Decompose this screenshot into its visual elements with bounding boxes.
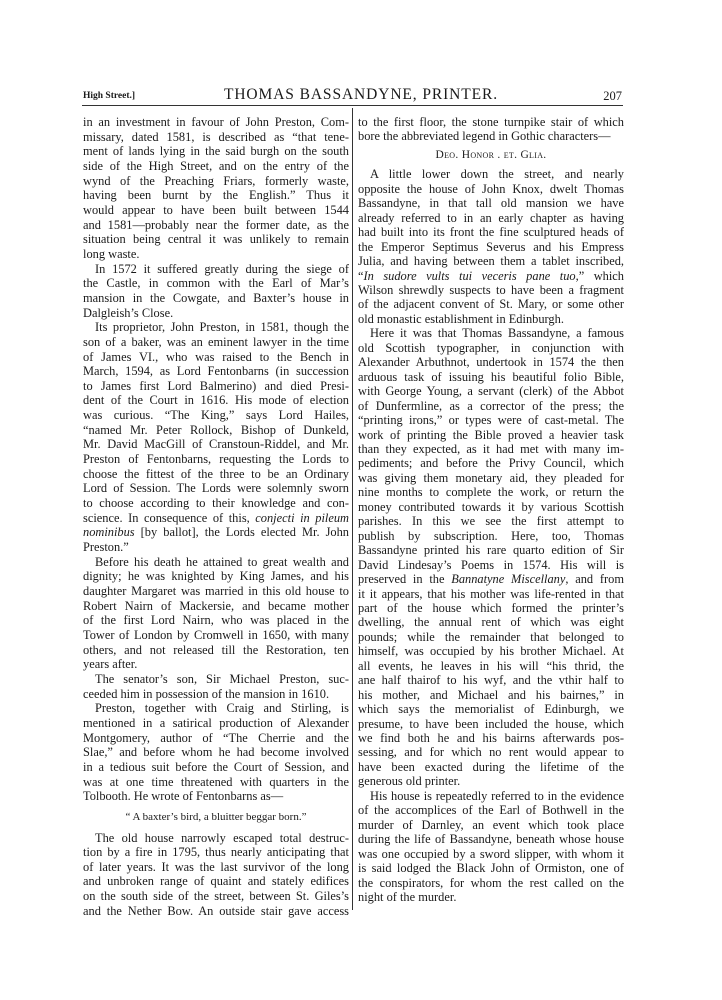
text-line: to choose according to their knowledge and con- bbox=[83, 496, 349, 511]
text-line: on the south side of the street, between St. Giles’s bbox=[83, 889, 349, 904]
text-line: wynd of the Preaching Friars, formerly waste, bbox=[83, 173, 349, 188]
text-line: night of the murder. bbox=[358, 890, 457, 905]
text-line: Tower of London by Cromwell in 1650, with many bbox=[83, 627, 349, 642]
text-line: we find both he and his bairns afterwards pos- bbox=[358, 731, 624, 746]
text-line: Preston of Fentonbarns, requesting the Lords to bbox=[83, 452, 349, 467]
text-line: Wilson shrewdly suspects to have been a fragment bbox=[358, 282, 624, 297]
text-line: opposite the house of John Knox, dwelt Thomas bbox=[358, 181, 624, 196]
text-line: His house is repeatedly referred to in the evidence bbox=[370, 788, 624, 803]
verse-quote bbox=[83, 810, 349, 825]
text-line: to James first Lord Balmerino) and died Presi- bbox=[83, 378, 349, 393]
text-line: In 1572 it suffered greatly during the siege of bbox=[95, 261, 349, 276]
text-line: had built into its front the fine sculptured heads of bbox=[358, 225, 624, 240]
text-line: missary, dated 1581, is described as “that tene- bbox=[83, 129, 349, 144]
text-line: was curious. “The King,” says Lord Hailes, bbox=[83, 408, 349, 423]
paragraph bbox=[83, 701, 349, 804]
text-line bbox=[358, 572, 624, 586]
paragraph bbox=[83, 320, 349, 555]
text-line: dent of the Court in 1616. His mode of election bbox=[83, 393, 349, 408]
text-line: of the accomplices of the Earl of Bothwell in the bbox=[358, 803, 624, 818]
text-line: Its proprietor, John Preston, in 1581, though the bbox=[95, 320, 349, 335]
left-column bbox=[83, 115, 349, 918]
text-line: ane half thairof to his wyf, and the vthir half to bbox=[358, 673, 624, 688]
text-line: dignity; he was knighted by King James, and his bbox=[83, 569, 349, 584]
text-line: of the adjacent convent of St. Mary, or some other bbox=[358, 297, 624, 312]
text-line bbox=[83, 511, 349, 526]
text-line: “ A baxter’s bird, a bluitter beggar born.” bbox=[125, 810, 307, 823]
text-line: was one occupied by a sword slipper, with whom it bbox=[358, 846, 624, 861]
text-line: ment of lands lying in the said burgh on the south bbox=[83, 144, 349, 159]
text-line: Slae,” and before whom he had become involved bbox=[83, 745, 349, 760]
text-line: during the life of Bassandyne, beneath whose house bbox=[358, 832, 624, 847]
italic-text: In sudore vults tui veceris pane tuo, bbox=[363, 268, 579, 283]
text-line: Mr. David MacGill of Cranstoun-Riddel, and Mr. bbox=[83, 437, 349, 452]
text-line: in a tedious suit before the Court of Session, and bbox=[83, 759, 349, 774]
text-line: Dalgleish’s Close. bbox=[83, 305, 174, 320]
text-line: long waste. bbox=[83, 246, 140, 261]
text-line: side of the High Street, and on the entry of the bbox=[83, 158, 349, 173]
text-line: of Dunfermline, as a corrector of the press; the bbox=[358, 398, 624, 413]
text-line: Here it was that Thomas Bassandyne, a famous bbox=[370, 326, 624, 341]
text-line: pediments; and before the Privy Council, which bbox=[358, 456, 624, 471]
text-line: dwelling, the annual rent of which was eight bbox=[358, 615, 624, 630]
text-line: murder of Darnley, an event which took place bbox=[358, 817, 624, 832]
text-line: nine months to complete the work, or return the bbox=[358, 485, 624, 500]
text-line: which says the memorialist of Edinburgh, we bbox=[358, 702, 624, 717]
italic-text: nominibus bbox=[83, 525, 135, 540]
paragraph bbox=[358, 167, 624, 326]
text-segment: science. In consequence of this, bbox=[83, 510, 256, 525]
gothic-legend bbox=[358, 148, 624, 162]
text-line: Robert Nairn of Mackersie, and became mother bbox=[83, 598, 349, 613]
text-line: sessing, and for which no rent would appear to bbox=[358, 745, 624, 760]
text-line: the conspirators, for whom the rest called on the bbox=[358, 875, 624, 890]
text-line: having been burnt by the English.” Thus it bbox=[83, 188, 349, 203]
text-line: would appear to have been built between 1544 bbox=[83, 202, 349, 217]
text-line: it it appears, that his mother was life-rented in that bbox=[358, 586, 624, 601]
text-line: Lord of Session. The Lords were solemnly sworn bbox=[83, 481, 349, 496]
text-line: the Emperor Septimus Severus and his Empress bbox=[358, 239, 624, 254]
text-line: Preston, together with Craig and Stirling, is bbox=[95, 701, 349, 716]
text-line: and unbroken range of quaint and stately edifices bbox=[83, 874, 349, 889]
text-line: than they expected, as it had met with many im- bbox=[358, 441, 624, 456]
text-line: his mother, and Michael and his bairnes,” in bbox=[358, 687, 624, 702]
text-line: daughter Margaret was married in this old house to bbox=[83, 584, 349, 598]
paragraph bbox=[83, 831, 349, 919]
text-line: in an investment in favour of John Preston, Com- bbox=[83, 115, 349, 129]
text-line: Deo. Honor . et. Glia. bbox=[435, 148, 547, 161]
page-title: THOMAS BASSANDYNE, PRINTER. bbox=[223, 86, 499, 103]
text-line: of later years. It was the last survivor of the long bbox=[83, 859, 349, 874]
text-line: old Scottish typographer, in conjunction with bbox=[358, 340, 624, 355]
text-line: March, 1594, as Lord Fentonbarns (in succession bbox=[83, 364, 349, 379]
text-line: Montgomery, author of “The Cherrie and the bbox=[83, 730, 349, 745]
text-line: ceeded him in possession of the mansion in 1610. bbox=[83, 686, 330, 701]
text-segment: [by ballot], the Lords elected Mr. John bbox=[134, 525, 349, 540]
text-line: parishes. In this we see the first attempt to bbox=[358, 514, 624, 529]
paragraph bbox=[83, 672, 349, 701]
text-segment: ” which bbox=[578, 268, 624, 283]
text-line: mentioned in a satirical production of Alexander bbox=[83, 715, 349, 730]
text-line: Preston.” bbox=[83, 540, 129, 555]
text-line: David Lindesay’s Poems in 1574. His will is bbox=[358, 557, 624, 572]
text-line: and 1581—probably near the former date, as the bbox=[83, 217, 349, 232]
text-line: work of printing the Bible proved a heavier task bbox=[358, 427, 624, 442]
italic-text: conjecti in pileum bbox=[255, 510, 349, 525]
paragraph bbox=[358, 326, 624, 789]
paragraph bbox=[358, 789, 624, 905]
text-line: publish by subscription. Here, too, Thomas bbox=[358, 528, 624, 543]
text-line: of the first Lord Nairn, who was placed in the bbox=[83, 613, 349, 628]
text-line: have been exacted during the lifetime of the bbox=[358, 759, 624, 774]
text-line: Tolbooth. He wrote of Fentonbarns as— bbox=[83, 789, 284, 804]
running-head: High Street.] bbox=[83, 91, 136, 101]
text-line: others, and not released till the Restoration, ten bbox=[83, 642, 349, 657]
paragraph bbox=[83, 115, 349, 262]
text-line: The senator’s son, Sir Michael Preston, suc- bbox=[95, 671, 349, 686]
right-column bbox=[358, 115, 624, 904]
text-line: Bassandyne, in that tall old mansion we have bbox=[358, 196, 624, 211]
text-line: son of a baker, was an eminent lawyer in the time bbox=[83, 334, 349, 349]
text-segment: , and from bbox=[565, 572, 624, 587]
text-line: “printing irons,” or types were of cast-metal. The bbox=[358, 413, 624, 428]
paragraph bbox=[83, 555, 349, 672]
paragraph bbox=[83, 262, 349, 321]
text-line: part of the house which formed the printer’s bbox=[358, 600, 624, 615]
italic-text: Bannatyne Miscellany bbox=[451, 572, 566, 587]
text-line: himself, was occupied by his brother Michael. At bbox=[358, 644, 624, 659]
text-line: old monastic establishment in Edinburgh. bbox=[358, 311, 564, 326]
text-line: was at one time threatened with quarters in the bbox=[83, 774, 349, 789]
text-line: of James VI., who was raised to the Bench in bbox=[83, 349, 349, 364]
text-line: arduous task of issuing his beautiful folio Bible, bbox=[358, 369, 624, 384]
text-line: The old house narrowly escaped total destruc- bbox=[95, 830, 349, 845]
text-line: bore the abbreviated legend in Gothic characters— bbox=[358, 129, 611, 144]
text-line: years after. bbox=[83, 657, 138, 672]
text-line: money contributed towards it by various Scottish bbox=[358, 499, 624, 514]
text-segment: “ bbox=[358, 268, 364, 283]
text-line: already referred to in an early chapter as having bbox=[358, 210, 624, 225]
header-rule bbox=[82, 105, 623, 106]
text-line: A little lower down the street, and nearly bbox=[370, 167, 624, 182]
text-line: all events, he leaves in his will “his thrid, the bbox=[358, 658, 624, 673]
text-line: situation being central it was unlikely to remain bbox=[83, 232, 349, 247]
column-divider bbox=[352, 108, 353, 910]
text-line: choose the fittest of the three to be an Ordinary bbox=[83, 466, 349, 481]
text-line bbox=[358, 269, 624, 283]
page-number: 207 bbox=[603, 89, 622, 103]
text-line: Alexander Arbuthnot, undertook in 1574 the then bbox=[358, 355, 624, 370]
text-line: was giving them monetary aid, they pleaded for bbox=[358, 470, 624, 485]
text-line: is said lodged the Black John of Ormiston, one of bbox=[358, 861, 624, 876]
text-segment: preserved in the bbox=[358, 572, 452, 587]
text-line: pounds; while the remainder that belonged to bbox=[358, 629, 624, 644]
text-line: Bassandyne printed his rare quarto edition of Sir bbox=[358, 543, 624, 558]
text-line: Julia, and having between them a tablet inscribed, bbox=[358, 254, 624, 269]
text-line: “named Mr. Peter Rollock, Bishop of Dunkeld, bbox=[83, 422, 349, 437]
text-line: mansion in the Cowgate, and Baxter’s house in bbox=[83, 290, 349, 305]
text-line: with George Young, a servant (clerk) of the Abbot bbox=[358, 384, 624, 399]
text-line bbox=[83, 525, 349, 540]
text-line: presume, to have been included the house, which bbox=[358, 716, 624, 731]
text-line: generous old printer. bbox=[358, 774, 461, 789]
text-line: the Castle, in common with the Earl of Mar’s bbox=[83, 276, 349, 291]
text-line: Before his death he attained to great wealth and bbox=[95, 554, 349, 569]
text-line: and the Nether Bow. An outside stair gave access bbox=[83, 903, 349, 918]
paragraph bbox=[358, 115, 624, 144]
text-line: to the first floor, the stone turnpike stair of which bbox=[358, 115, 624, 129]
text-line: tion by a fire in 1795, thus nearly anticipating that bbox=[83, 845, 349, 860]
